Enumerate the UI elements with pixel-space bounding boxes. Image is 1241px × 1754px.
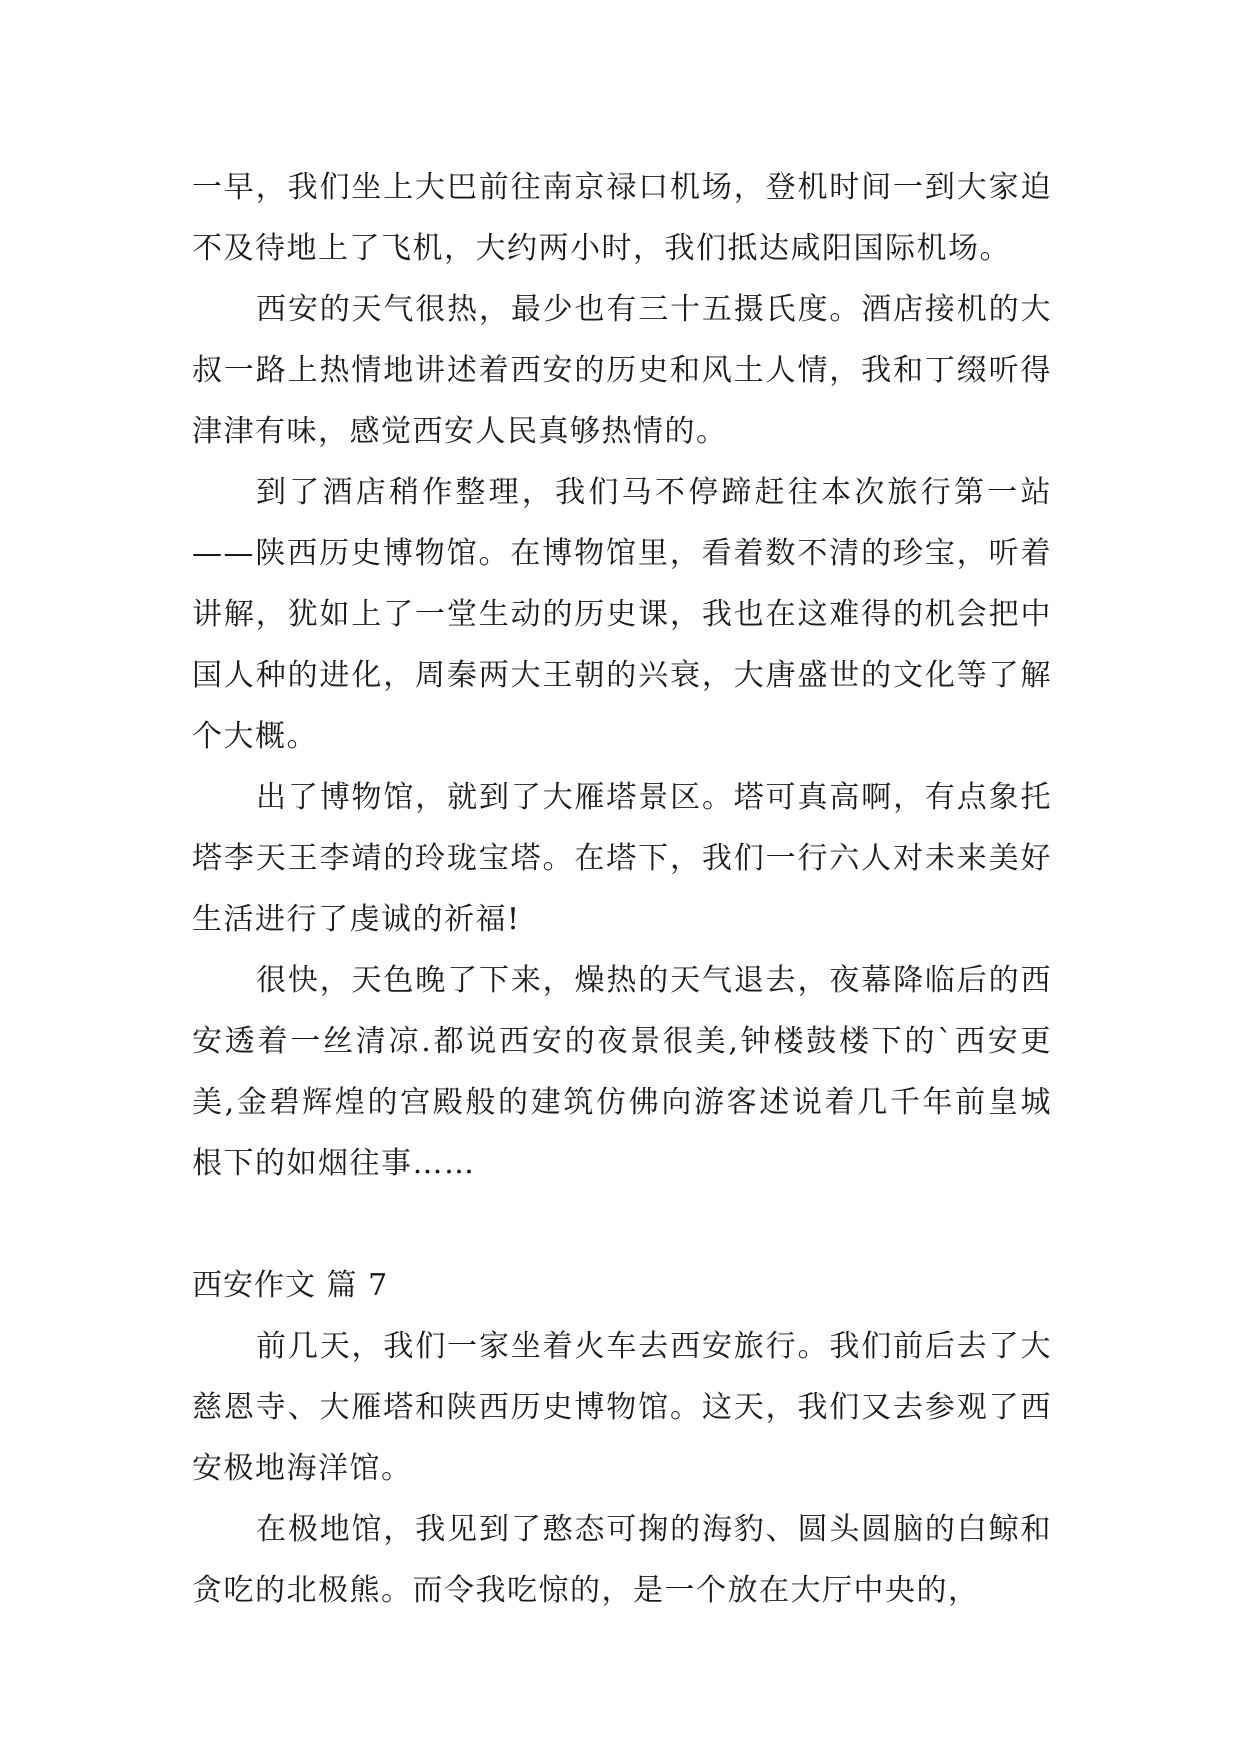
paragraph-pagoda: 出了博物馆，就到了大雁塔景区。塔可真高啊，有点象托塔李天王李靖的玲珑宝塔。在塔下，我们一行六人对未来美好生活进行了虔诚的祈福! (192, 780, 1052, 937)
paragraph-polar: 在极地馆，我见到了憨态可掬的海豹、圆头圆脑的白鲸和贪吃的北极熊。而令我吃惊的，是一个放在大厅中央的， (192, 1512, 1052, 1608)
section-spacer (192, 1194, 1052, 1255)
section-heading: 西安作文 篇 7 (192, 1268, 389, 1303)
paragraph-weather: 西安的天气很热，最少也有三十五摄氏度。酒店接机的大叔一路上热情地讲述着西安的历史和风土人情，我和丁缀听得津津有味，感觉西安人民真够热情的。 (192, 292, 1052, 449)
document-body (192, 157, 1052, 1621)
paragraph-museum: 到了酒店稍作整理，我们马不停蹄赶往本次旅行第一站——陕西历史博物馆。在博物馆里，看着数不清的珍宝，听着讲解，犹如上了一堂生动的历史课，我也在这难得的机会把中国人种的进化，周秦两大王朝的兴衰，大唐盛世的文化等了解个大概。 (192, 475, 1052, 754)
paragraph-arrival: 一早，我们坐上大巴前往南京禄口机场，登机时间一到大家迫不及待地上了飞机，大约两小时，我们抵达咸阳国际机场。 (192, 170, 1052, 266)
paragraph-trip: 前几天，我们一家坐着火车去西安旅行。我们前后去了大慈恩寺、大雁塔和陕西历史博物馆。这天，我们又去参观了西安极地海洋馆。 (192, 1329, 1052, 1486)
paragraph-night: 很快，天色晚了下来，燥热的天气退去，夜幕降临后的西安透着一丝清凉.都说西安的夜景很美,钟楼鼓楼下的`西安更美,金碧辉煌的宫殿般的建筑仿佛向游客述说着几千年前皇城根下的如烟往事…… (192, 963, 1052, 1181)
